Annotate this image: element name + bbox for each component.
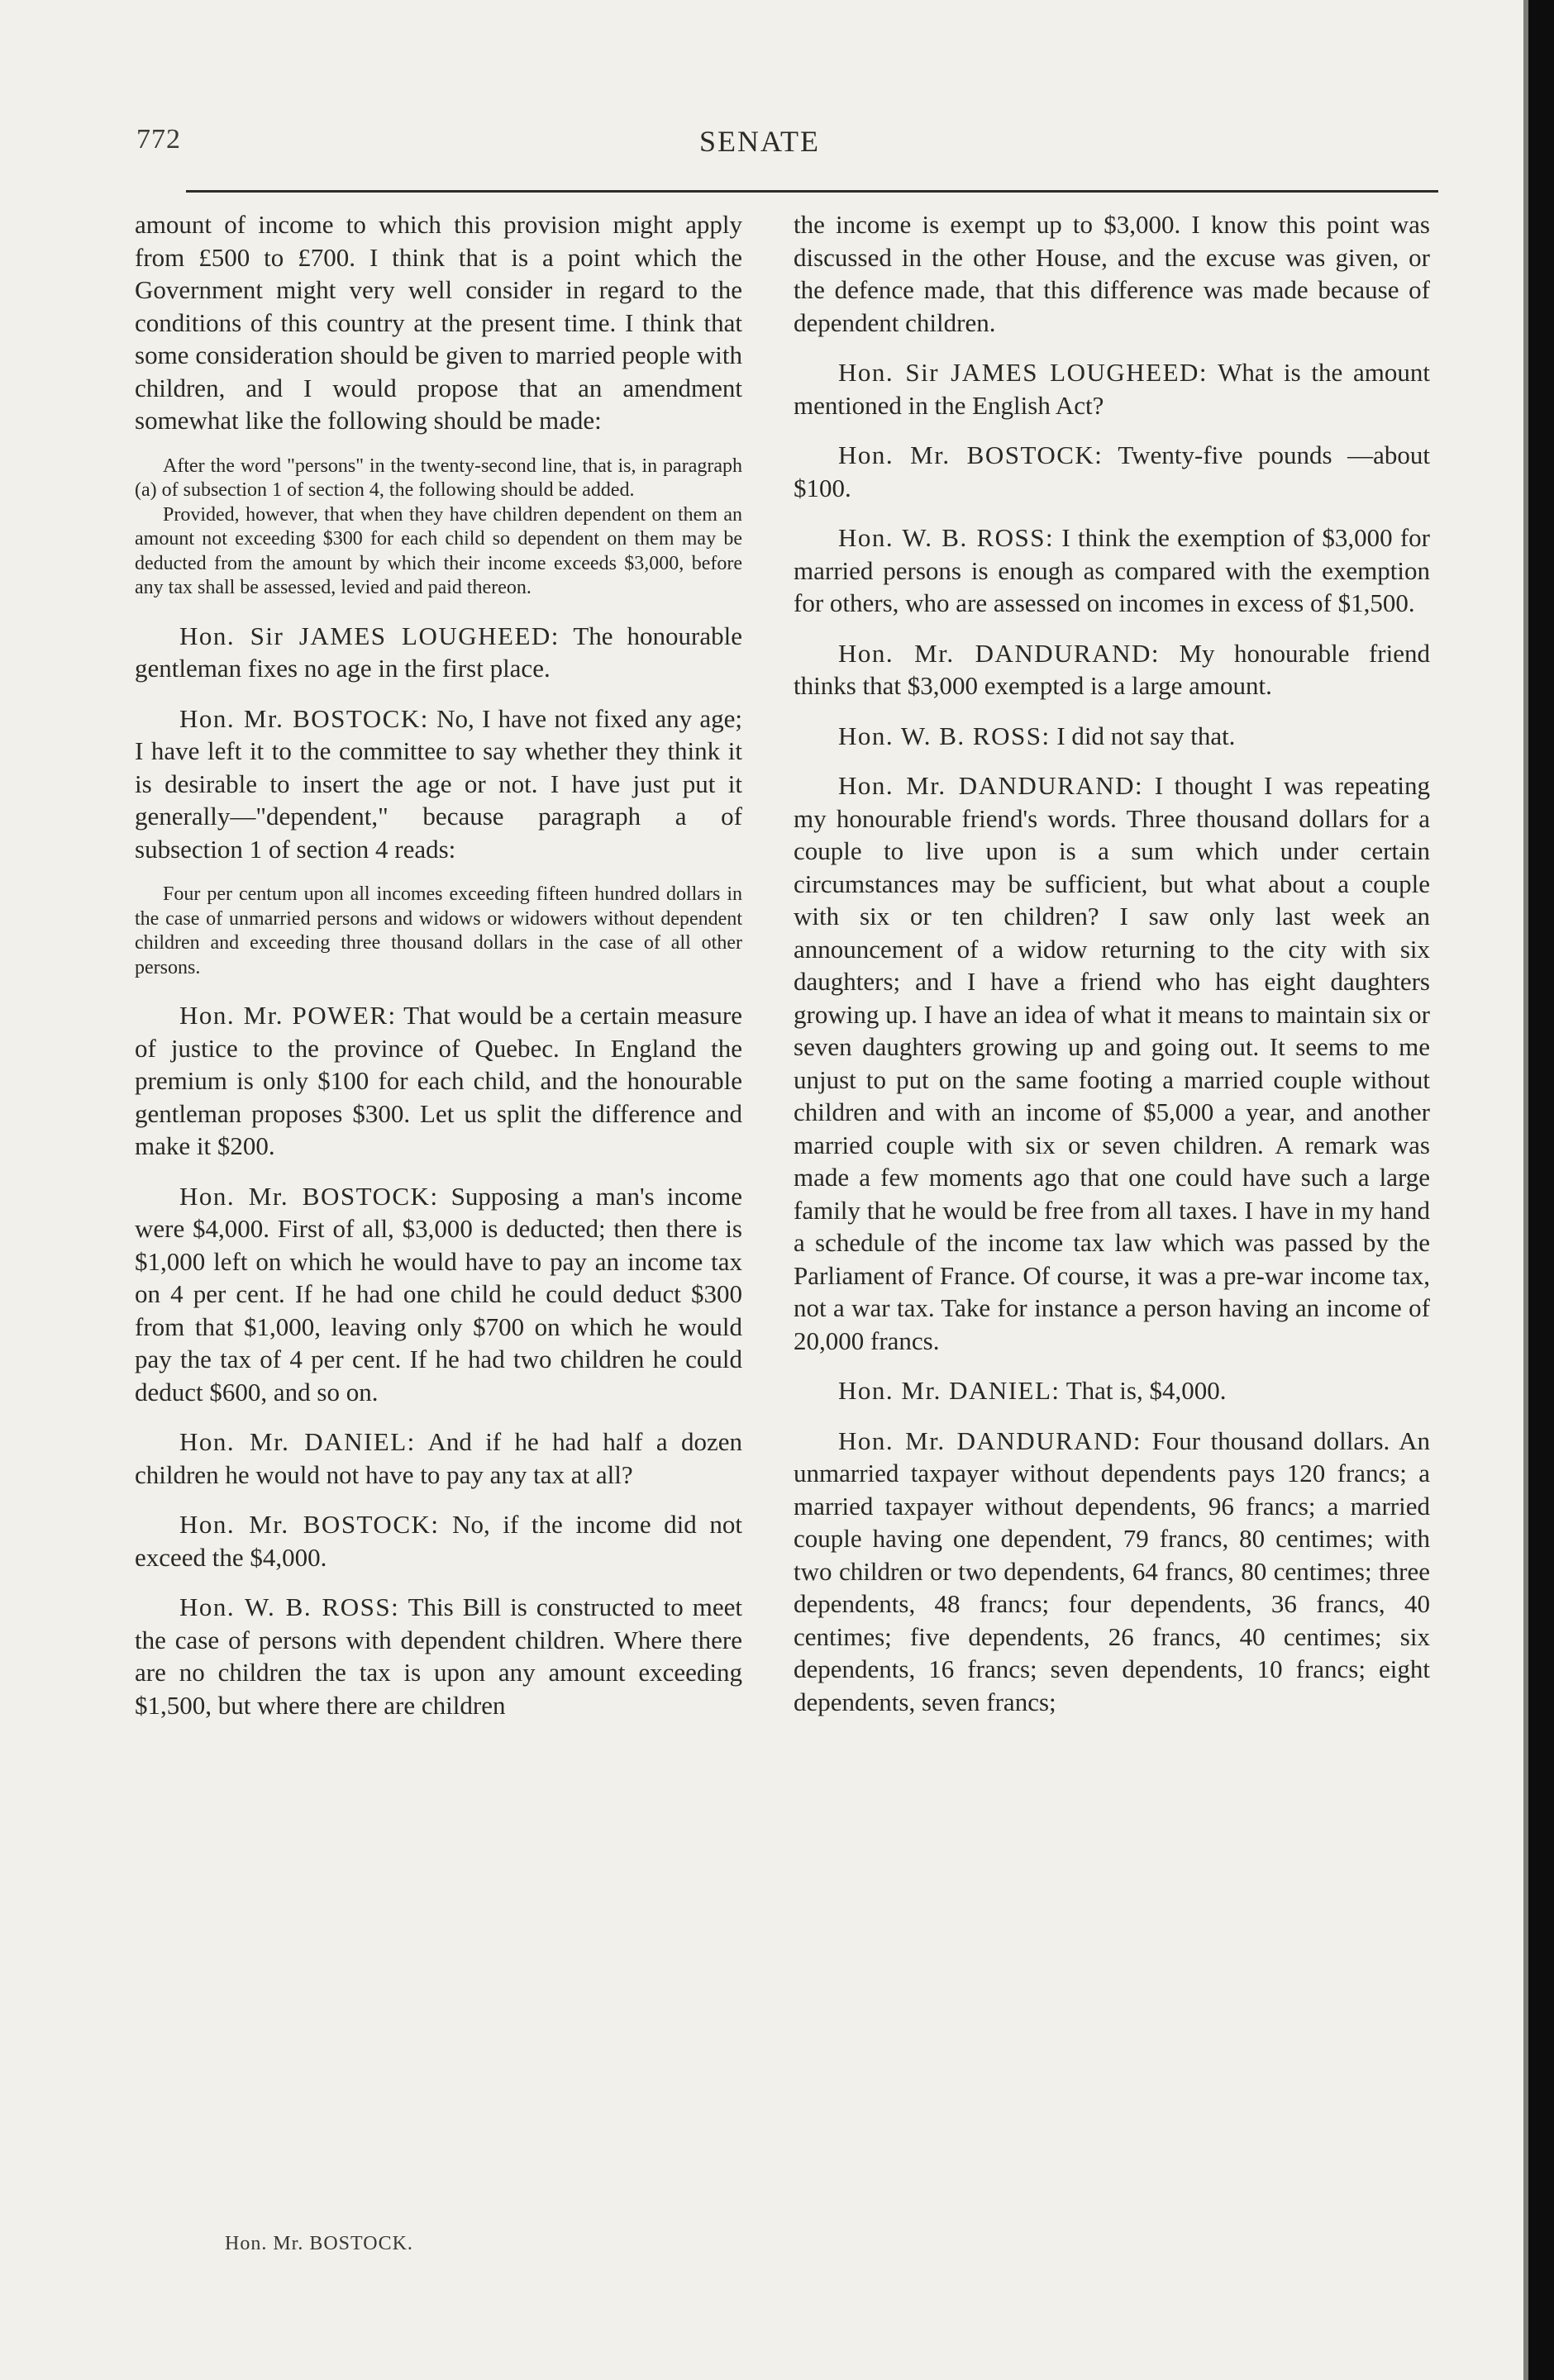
speech xyxy=(135,1508,742,1573)
speech xyxy=(794,1425,1430,1719)
quote-paragraph: After the word "persons" in the twenty-second line, that is, in paragraph (a) of subsection 1 of section 4, the following should be added. xyxy=(135,455,742,501)
speech-text: I did not say that. xyxy=(1050,721,1236,750)
speech xyxy=(135,1426,742,1491)
quote-paragraph: Four per centum upon all incomes exceeding fifteen hundred dollars in the case of unmarried persons and widows or widowers without dependent children and exceeding three thousand dollars in the case of all other persons. xyxy=(135,883,742,978)
speaker-name: Hon. Sir JAMES LOUGHEED: xyxy=(179,621,560,650)
speech xyxy=(794,521,1430,620)
scan-border xyxy=(1528,0,1554,2380)
speaker-name: Hon. Mr. POWER: xyxy=(179,1001,397,1030)
running-head: SENATE xyxy=(699,125,820,158)
speech-text: No, if the income did not exceed the $4,000. xyxy=(135,1510,742,1572)
speaker-name: Hon. Mr. DANDURAND: xyxy=(838,638,1160,668)
speech-text: What is the amount mentioned in the English Act? xyxy=(794,358,1430,420)
speech xyxy=(794,637,1430,702)
speech-text: No, I have not fixed any age; I have left it to the committee to say whether they think it is desirable to insert the age or not. I have just put it generally—"dependent," because paragraph a of subsection 1 of section 4 reads: xyxy=(135,703,742,864)
speech-text: I thought I was repeating my honourable friend's words. Three thousand dollars for a couple to live upon is a sum which under certain circumstances may be sufficient, but what about a couple with six or ten children? I saw only last week an announcement of a widow returning to the city with six daughters; and I have a friend who has eight daughters growing up. I have an idea of what it means to maintain six or seven daughters growing up and going out. It seems to me unjust to put on the same footing a married couple without children and with an income of $5,000 a year, and another married couple with six or seven children. A remark was made a few moments ago that one could have such a large family that he would be free from all taxes. I have in my hand a schedule of the income tax law which was passed by the Parliament of France. Of course, it was a pre-war income tax, not a war tax. Take for instance a person having an income of 20,000 francs. xyxy=(794,771,1430,1355)
speech-text: Twenty-five pounds —about $100. xyxy=(794,440,1430,502)
speech-text: The honourable gentleman fixes no age in the first place. xyxy=(135,621,742,683)
header-rule xyxy=(186,190,1438,193)
speech-text: This Bill is constructed to meet the case of persons with dependent children. Where there are no children the tax is upon any amount exceeding $1,500, but where there are children xyxy=(135,1592,742,1720)
speech xyxy=(135,702,742,866)
paragraph: the income is exempt up to $3,000. I know this point was discussed in the other House, and the excuse was given, or the defence made, that this difference was made because of dependent children. xyxy=(794,210,1430,337)
speech xyxy=(794,1374,1430,1407)
speech-text: Supposing a man's income were $4,000. First of all, $3,000 is deducted; then there is $1,000 left on which he would have to pay an income tax on 4 per cent. If he had one child he could deduct $300 from that $1,000, leaving only $700 on which he would pay the tax of 4 per cent. If he had two children he could deduct $600, and so on. xyxy=(135,1181,742,1407)
speech xyxy=(794,720,1430,753)
speaker-name: Hon. Mr. DANDURAND: xyxy=(838,1426,1142,1455)
speech-text: My honourable friend thinks that $3,000 exempted is a large amount. xyxy=(794,638,1430,700)
speech-text: That is, $4,000. xyxy=(1060,1376,1227,1405)
speaker-name: Hon. Mr. BOSTOCK: xyxy=(179,1510,440,1539)
paragraph: amount of income to which this provision might apply from £500 to £700. I think that is a point which the Government might very well consider in regard to the conditions of this country at the present time. I think that some consideration should be given to married people with children, and I would propose that an amendment somewhat like the following should be made: xyxy=(135,210,742,435)
speaker-name: Hon. W. B. ROSS: xyxy=(179,1592,400,1621)
speech xyxy=(794,356,1430,421)
speech xyxy=(135,1591,742,1721)
catchline: Hon. Mr. BOSTOCK. xyxy=(225,2233,413,2254)
speaker-name: Hon. Mr. DANIEL: xyxy=(179,1427,416,1456)
speaker-name: Hon. W. B. ROSS: xyxy=(838,721,1051,750)
speech-text: That would be a certain measure of justice to the province of Quebec. In England the premium is only $100 for each child, and the honourable gentleman proposes $300. Let us split the difference and make it $200. xyxy=(135,1001,742,1160)
speaker-name: Hon. Mr. DANIEL: xyxy=(838,1376,1061,1405)
speech-text: I think the exemption of $3,000 for married persons is enough as compared with the exemption for others, who are assessed on incomes in excess of $1,500. xyxy=(794,523,1431,617)
page-number: 772 xyxy=(136,124,181,155)
speech xyxy=(794,439,1430,504)
speech xyxy=(135,1180,742,1409)
speaker-name: Hon. Mr. BOSTOCK: xyxy=(838,440,1104,469)
speech xyxy=(135,620,742,685)
speaker-name: Hon. W. B. ROSS: xyxy=(838,523,1055,552)
left-column xyxy=(135,208,742,1739)
speech xyxy=(794,769,1430,1357)
statute-quote xyxy=(135,883,742,980)
speech xyxy=(135,999,742,1163)
speech-text: And if he had half a dozen children he would not have to pay any tax at all? xyxy=(135,1427,742,1489)
speaker-name: Hon. Sir JAMES LOUGHEED: xyxy=(838,358,1208,387)
quote-paragraph: Provided, however, that when they have children dependent on them an amount not exceeding $300 for each child so dependent on them may be deducted from the amount by which their income exceeds $3,000, before any tax shall be assessed, levied and paid thereon. xyxy=(135,503,742,598)
right-column xyxy=(794,208,1430,1735)
speech-text: Four thousand dollars. An unmarried taxpayer without dependents pays 120 francs; a married taxpayer without dependents, 96 francs; a married couple having one dependent, 79 francs, 80 centimes; with two children or two dependents, 64 francs, 80 centimes; three dependents, 48 francs; four dependents, 36 francs, 40 centimes; five dependents, 26 francs, 40 centimes; six dependents, 16 francs; seven dependents, 10 francs; eight dependents, seven francs; xyxy=(794,1426,1430,1716)
speaker-name: Hon. Mr. BOSTOCK: xyxy=(179,1181,439,1211)
speaker-name: Hon. Mr. BOSTOCK: xyxy=(179,703,429,733)
amendment-quote xyxy=(135,455,742,601)
speaker-name: Hon. Mr. DANDURAND: xyxy=(838,771,1144,800)
